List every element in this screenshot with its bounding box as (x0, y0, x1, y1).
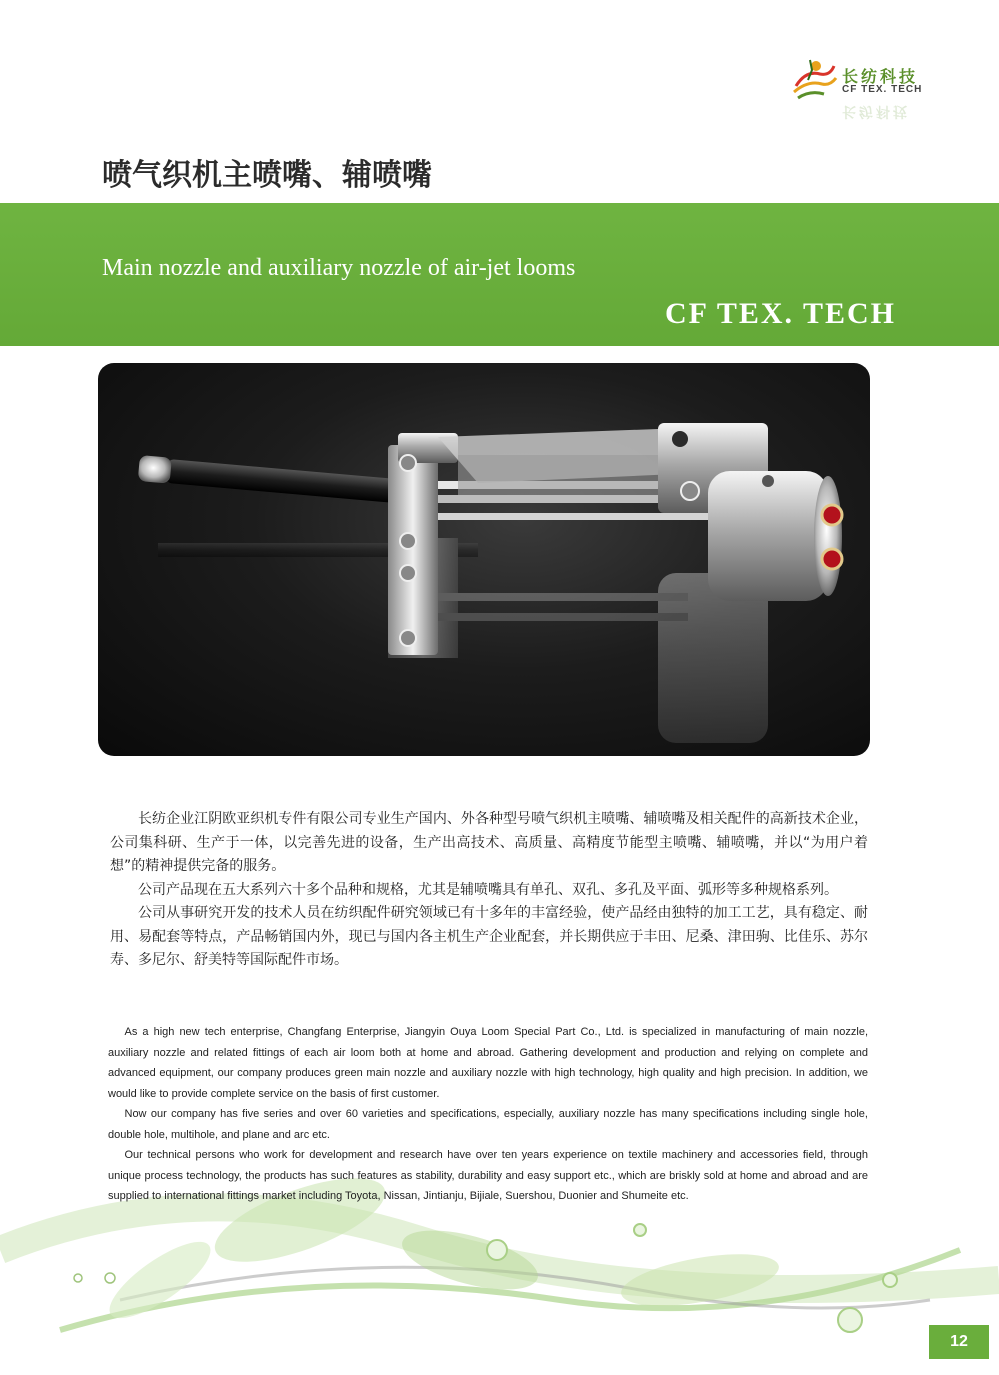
paragraph-cn-1: 长纺企业江阴欧亚织机专件有限公司专业生产国内、外各种型号喷气织机主喷嘴、辅喷嘴及相关配件的高新技术企业，公司集科研、生产于一体，以完善先进的设备，生产出高技术、高质量、高精度节能型主喷嘴、辅喷嘴，并以“为用户着想”的精神提供完备的服务。 (110, 811, 868, 874)
page-title-cn: 喷气织机主喷嘴、辅喷嘴 (102, 158, 432, 193)
product-photo (98, 363, 870, 756)
cf-tex-logo-icon (790, 56, 838, 104)
paragraph-cn-2: 公司产品现在五大系列六十多个品种和规格，尤其是辅喷嘴具有单孔、双孔、多孔及平面、弧形等多种规格系列。 (138, 881, 838, 898)
paragraph-en-2: Now our company has five series and over 60 varieties and specifications, especially, auxiliary nozzle has many specifications including single hole, double hole, multihole, and plane and arc etc. (108, 1108, 868, 1141)
page-title-en: Main nozzle and auxiliary nozzle of air-jet looms (102, 255, 576, 281)
body-text-en (108, 1022, 868, 1207)
paragraph-en-3: Our technical persons who work for development and research have over ten years experience on textile machinery and accessories field, through unique process technology, the products has such features as stability, durability and easy support etc., which are briskly sold at home and abroad and are supplied to international fittings market including Toyota, Nissan, Jintianju, Bijiale, Suershou, Duonier and Shumeite etc. (108, 1149, 868, 1202)
logo-name-en: CF TEX. TECH (842, 84, 923, 95)
air-jet-nozzle-photo (98, 363, 870, 756)
logo-name-cn: 长纺科技 (842, 67, 919, 86)
company-logo (790, 50, 950, 130)
paragraph-en-1: As a high new tech enterprise, Changfang Enterprise, Jiangyin Ouya Loom Special Part Co., Ltd. is specialized in manufacturing of main nozzle, auxiliary nozzle and related fittings of each air loom both at home and abroad. Gathering development and production and relying on complete and advanced equipment, our company produces green main nozzle and auxiliary nozzle with high technology, high quality and high precision. In addition, we would like to provide complete service on the basis of first customer. (108, 1026, 868, 1100)
body-text-cn (110, 808, 868, 973)
logo-reflection: 长纺科技 (842, 103, 910, 119)
page-number: 12 (929, 1325, 989, 1359)
paragraph-cn-3: 公司从事研究开发的技术人员在纺织配件研究领域已有十多年的丰富经验，使产品经由独特的加工工艺，具有稳定、耐用、易配套等特点，产品畅销国内外，现已与国内各主机生产企业配套，并长期供应于丰田、尼桑、津田驹、比佳乐、苏尔寿、多尼尔、舒美特等国际配件市场。 (110, 905, 868, 968)
brand-name: CF TEX. TECH (665, 297, 896, 330)
title-banner (0, 203, 999, 346)
